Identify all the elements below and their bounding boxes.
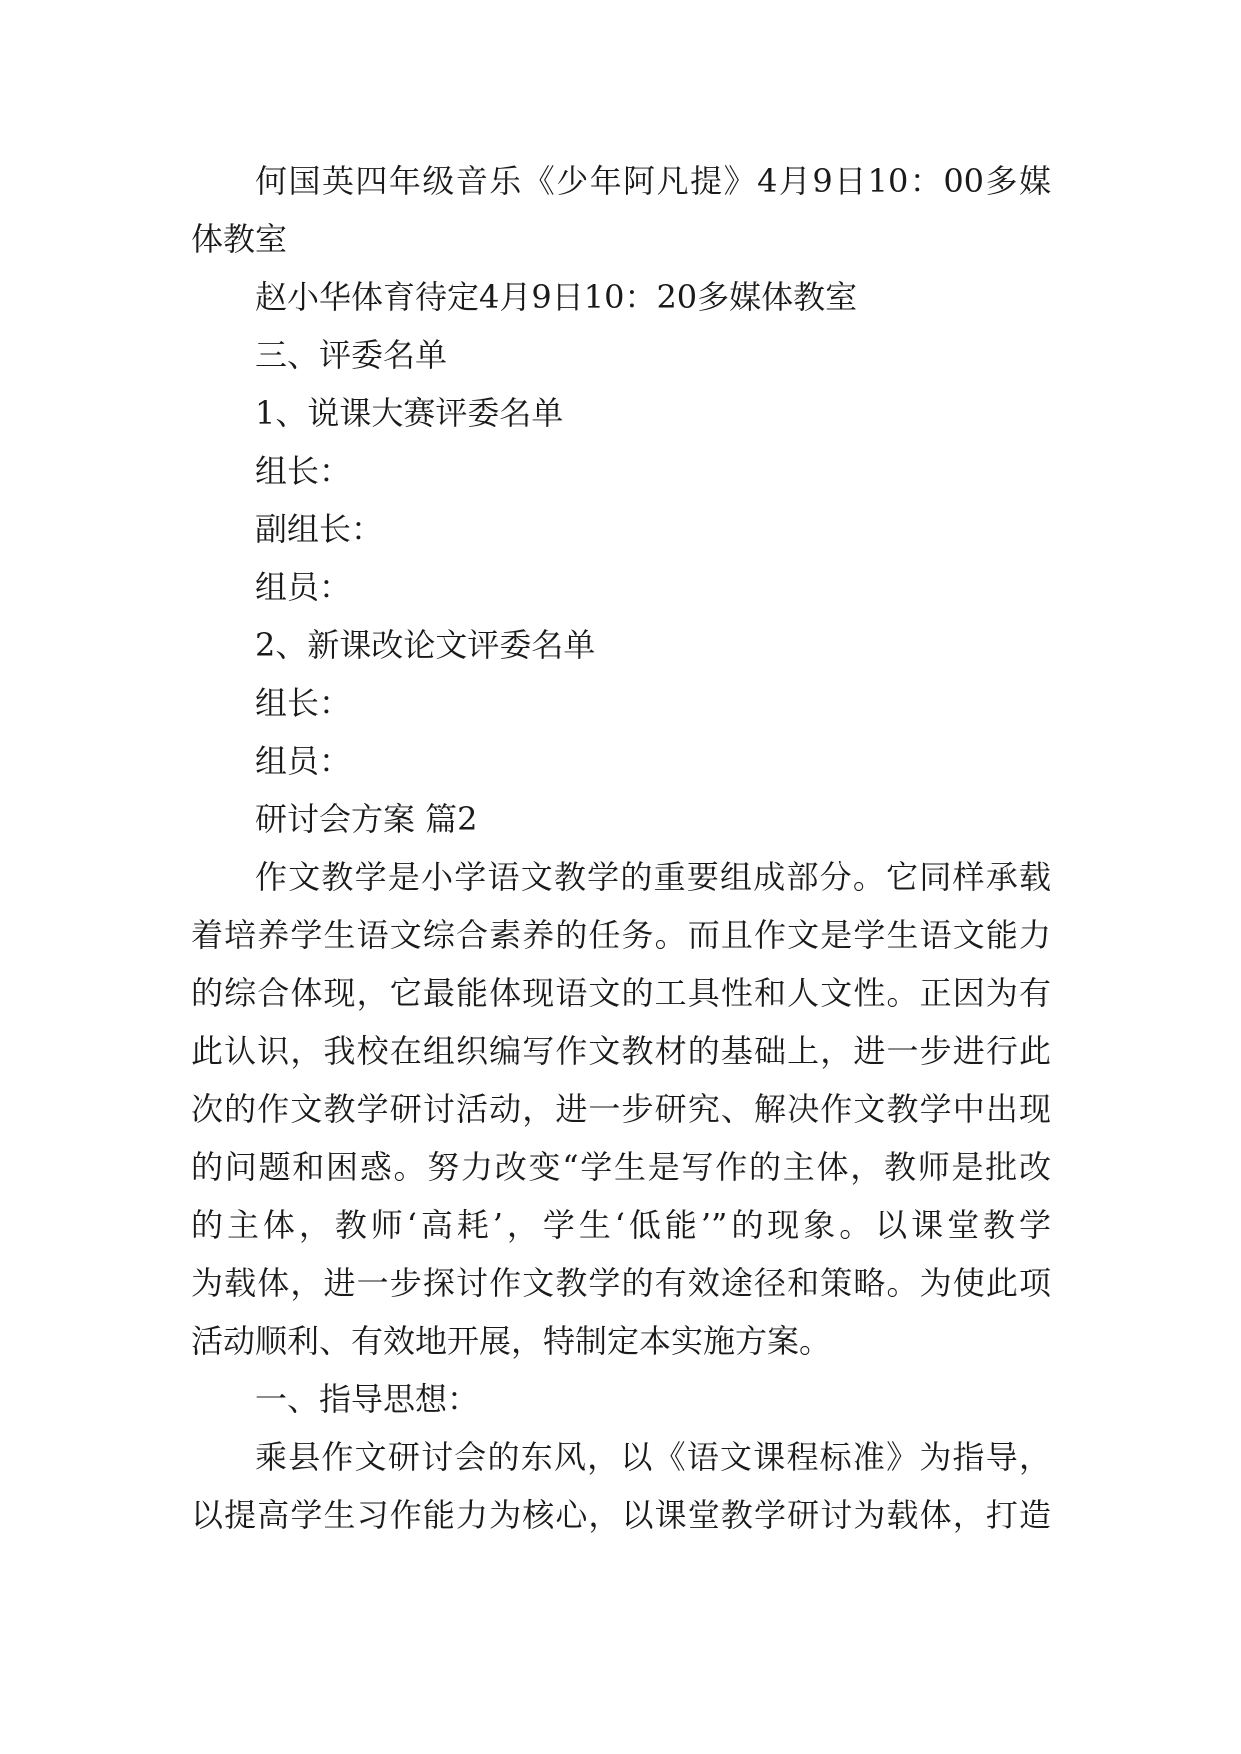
- text-line: 的主体，教师‘高耗’，学生‘低能’”的现象。以课堂教学: [191, 1206, 1051, 1244]
- article-title: 研讨会方案 篇2: [255, 800, 478, 838]
- text-line: 的综合体现，它最能体现语文的工具性和人文性。正因为有: [191, 974, 1051, 1012]
- text-line: 此认识，我校在组织编写作文教材的基础上，进一步进行此: [191, 1032, 1051, 1070]
- text-line: 着培养学生语文综合素养的任务。而且作文是学生语文能力: [191, 916, 1051, 954]
- text-line: 副组长：: [255, 510, 384, 548]
- text-line: 组员：: [255, 742, 352, 780]
- document-body: [191, 152, 1051, 1544]
- text-line: 活动顺利、有效地开展，特制定本实施方案。: [191, 1322, 832, 1360]
- section-heading: 一、指导思想：: [255, 1380, 480, 1418]
- text-line: 次的作文教学研讨活动，进一步研究、解决作文教学中出现: [191, 1090, 1051, 1128]
- text-line: 组员：: [255, 568, 352, 606]
- text-line: 组长：: [255, 452, 352, 490]
- text-line: 赵小华体育待定4月9日10：20多媒体教室: [255, 278, 858, 316]
- text-line: 何国英四年级音乐《少年阿凡提》4月9日10：00多媒: [255, 162, 1051, 200]
- text-line: 为载体，进一步探讨作文教学的有效途径和策略。为使此项: [191, 1264, 1051, 1302]
- text-line: 作文教学是小学语文教学的重要组成部分。它同样承载: [255, 858, 1051, 896]
- text-line: 乘县作文研讨会的东风，以《语文课程标准》为指导，: [255, 1438, 1051, 1476]
- text-line: 组长：: [255, 684, 352, 722]
- subsection-heading: 2、新课改论文评委名单: [255, 626, 596, 664]
- text-line: 体教室: [191, 220, 288, 258]
- section-heading: 三、评委名单: [255, 336, 448, 374]
- text-line: 的问题和困惑。努力改变“学生是写作的主体，教师是批改: [191, 1148, 1051, 1186]
- subsection-heading: 1、说课大赛评委名单: [255, 394, 564, 432]
- text-line: 以提高学生习作能力为核心，以课堂教学研讨为载体，打造: [191, 1496, 1051, 1534]
